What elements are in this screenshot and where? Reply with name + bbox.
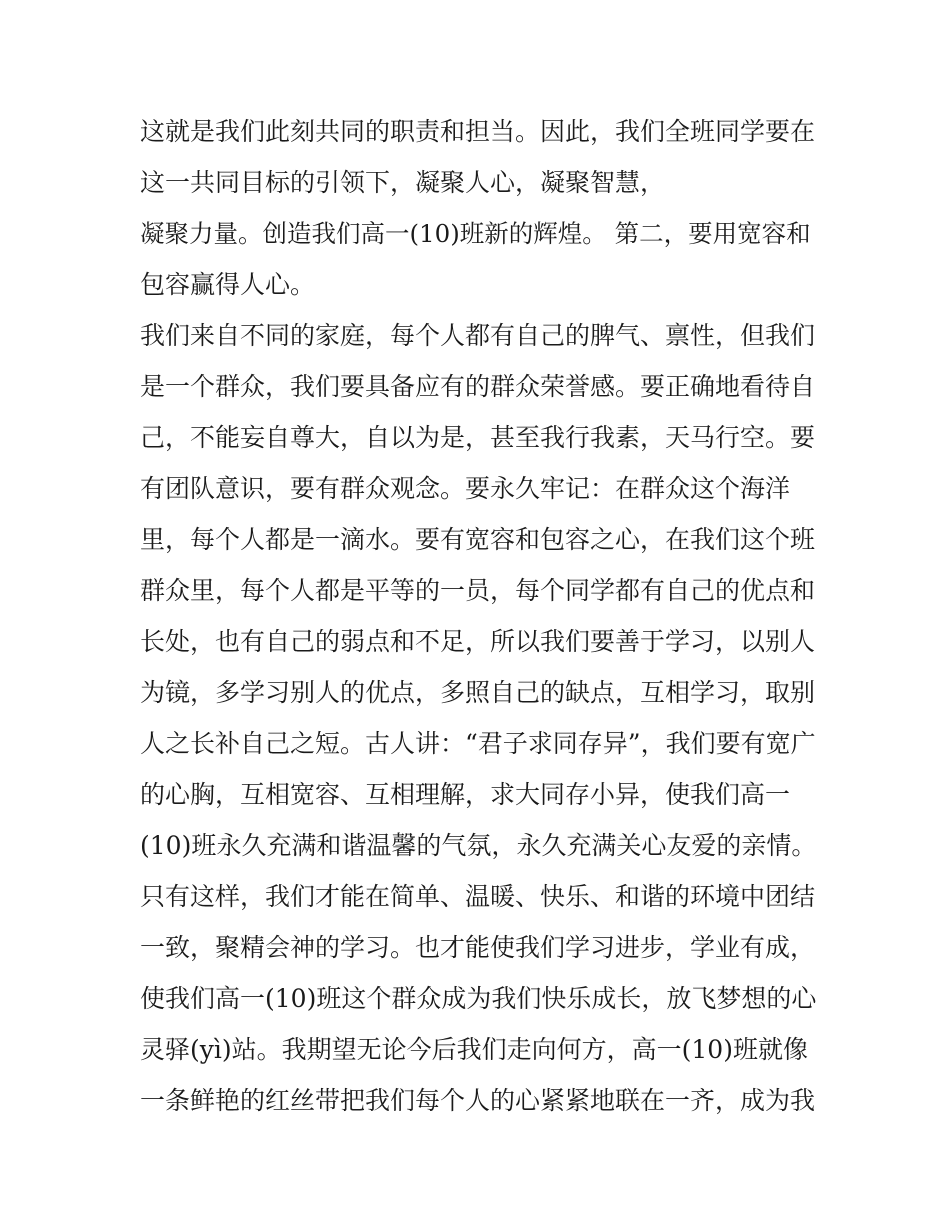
text-line: 使我们高一(10)班这个群众成为我们快乐成长，放飞梦想的心 [140, 984, 817, 1013]
text-line: 人之长补自己之短。古人讲：“君子求同存异”，我们要有宽广 [140, 729, 816, 758]
text-line: 里，每个人都是一滴水。要有宽容和包容之心，在我们这个班 [140, 525, 816, 554]
text-line: 群众里，每个人都是平等的一员，每个同学都有自己的优点和 [140, 576, 816, 605]
text-line: 的心胸，互相宽容、互相理解，求大同存小异，使我们高一 [140, 780, 791, 809]
text-line: 是一个群众，我们要具备应有的群众荣誉感。要正确地看待自 [140, 372, 816, 401]
text-line: 这就是我们此刻共同的职责和担当。因此，我们全班同学要在 [140, 117, 816, 146]
text-line: 凝聚力量。创造我们高一(10)班新的辉煌。 第二，要用宽容和 [140, 219, 811, 248]
text-line: 灵驿(yì)站。我期望无论今后我们走向何方，高一(10)班就像 [140, 1035, 808, 1064]
text-line: 只有这样，我们才能在简单、温暖、快乐、和谐的环境中团结 [140, 882, 816, 911]
text-line: 一致，聚精会神的学习。也才能使我们学习进步，学业有成， [140, 933, 816, 962]
text-line: 这一共同目标的引领下，凝聚人心，凝聚智慧， [140, 168, 666, 197]
body-text [140, 106, 820, 1126]
text-line: 包容赢得人心。 [140, 270, 316, 299]
text-line: 有团队意识，要有群众观念。要永久牢记：在群众这个海洋 [140, 474, 791, 503]
text-line: 己，不能妄自尊大，自以为是，甚至我行我素，天马行空。要 [140, 423, 816, 452]
text-line: 为镜，多学习别人的优点，多照自己的缺点，互相学习，取别 [140, 678, 816, 707]
text-line: (10)班永久充满和谐温馨的气氛，永久充满关心友爱的亲情。 [140, 831, 817, 860]
text-line: 长处，也有自己的弱点和不足，所以我们要善于学习，以别人 [140, 627, 816, 656]
text-line: 我们来自不同的家庭，每个人都有自己的脾气、禀性，但我们 [140, 321, 816, 350]
text-line: 一条鲜艳的红丝带把我们每个人的心紧紧地联在一齐，成为我 [140, 1086, 816, 1115]
